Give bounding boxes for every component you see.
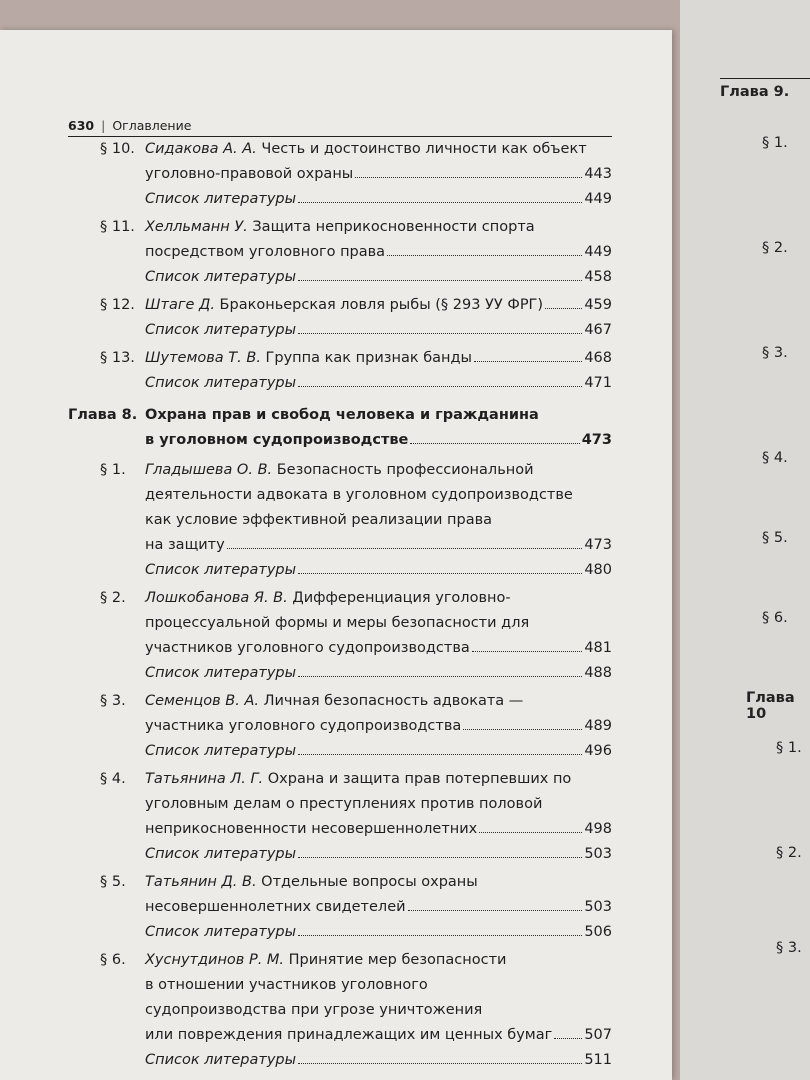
- bibliography-label: Список литературы: [145, 322, 297, 338]
- entry-title-line: [145, 162, 612, 187]
- right-section-number: § 1.: [776, 740, 802, 756]
- leader-dots: [479, 832, 582, 833]
- right-section-number: § 1.: [762, 135, 788, 151]
- entry-title-line: [145, 483, 612, 508]
- entry-author: Шутемова Т. В.: [145, 350, 261, 366]
- entry-title-line: [145, 240, 612, 265]
- header-title: Оглавление: [112, 118, 192, 133]
- entry-page: 498: [584, 821, 612, 837]
- section-number: § 6.: [100, 952, 126, 968]
- section-number: § 2.: [100, 590, 126, 606]
- entry-title-line: [145, 948, 612, 973]
- leader-dots: [298, 202, 582, 203]
- leader-dots: [298, 573, 582, 574]
- right-section-number: § 3.: [762, 345, 788, 361]
- bibliography-line: [145, 371, 612, 396]
- entry-title-text: Безопасность профессиональной: [276, 462, 534, 478]
- right-section-number: § 3.: [776, 940, 802, 956]
- entry-title-text: уголовным делам о преступлениях против половой: [145, 796, 543, 812]
- entry-title-line: [145, 767, 612, 792]
- leader-dots: [298, 857, 582, 858]
- leader-dots: [298, 1063, 582, 1064]
- entry-author: Татьянина Л. Г.: [145, 771, 264, 787]
- toc-entry: [145, 689, 612, 764]
- right-chapter-9-label: Глава 9.: [720, 84, 790, 100]
- bibliography-line: [145, 187, 612, 212]
- toc-page-right: [680, 0, 810, 1080]
- entry-title-text: несовершеннолетних свидетелей: [145, 899, 406, 915]
- entry-page: 507: [584, 1027, 612, 1043]
- leader-dots: [298, 754, 582, 755]
- entry-title-text: Дифференциация уголовно-: [292, 590, 511, 606]
- leader-dots: [298, 280, 582, 281]
- section-number: § 13.: [100, 350, 135, 366]
- entry-title-line: [145, 346, 612, 371]
- right-section-number: § 2.: [776, 845, 802, 861]
- chapter-title-line: [145, 428, 612, 453]
- running-header: [68, 118, 612, 137]
- section-number: § 3.: [100, 693, 126, 709]
- chapter-page: 473: [581, 432, 612, 448]
- bibliography-line: [145, 265, 612, 290]
- bibliography-line: [145, 1048, 612, 1073]
- entry-title-text: Группа как признак банды: [265, 350, 472, 366]
- entry-author: Семенцов В. А.: [145, 693, 259, 709]
- entry-title-line: [145, 689, 612, 714]
- leader-dots: [408, 910, 583, 911]
- entry-title-line: [145, 714, 612, 739]
- leader-dots: [298, 386, 582, 387]
- leader-dots: [227, 548, 583, 549]
- right-section-number: § 5.: [762, 530, 788, 546]
- entry-title-line: [145, 895, 612, 920]
- leader-dots: [472, 651, 583, 652]
- bibliography-page: 488: [584, 665, 612, 681]
- right-chapter-10-label: Глава 10: [746, 690, 795, 722]
- toc-entry: [145, 586, 612, 686]
- entry-title-line: [145, 998, 612, 1023]
- right-page-header-rule: [720, 78, 810, 79]
- bibliography-page: 506: [584, 924, 612, 940]
- bibliography-label: Список литературы: [145, 562, 297, 578]
- bibliography-line: [145, 558, 612, 583]
- bibliography-page: 467: [584, 322, 612, 338]
- bibliography-label: Список литературы: [145, 924, 297, 940]
- bibliography-label: Список литературы: [145, 375, 297, 391]
- toc-entry: [145, 346, 612, 396]
- toc-entry: [145, 870, 612, 945]
- bibliography-page: 458: [584, 269, 612, 285]
- entry-title-line: [145, 458, 612, 483]
- header-separator: |: [101, 118, 106, 133]
- toc-entry: [145, 293, 612, 343]
- entry-title-text: процессуальной формы и меры безопасности для: [145, 615, 530, 631]
- entry-title-line: [145, 611, 612, 636]
- leader-dots: [355, 177, 582, 178]
- toc-entry: [145, 137, 612, 212]
- entry-title-text: Охрана и защита прав потерпевших по: [267, 771, 572, 787]
- entry-title-line: [145, 137, 612, 162]
- entry-title-text: Личная безопасность адвоката —: [263, 693, 524, 709]
- right-section-number: § 6.: [762, 610, 788, 626]
- entry-title-text: участников уголовного судопроизводства: [145, 640, 470, 656]
- bibliography-label: Список литературы: [145, 743, 297, 759]
- right-section-number: § 2.: [762, 240, 788, 256]
- entry-title-text: или повреждения принадлежащих им ценных бумаг: [145, 1027, 553, 1043]
- chapter-label: Глава 8.: [68, 407, 138, 423]
- leader-dots: [410, 443, 579, 444]
- bibliography-page: 449: [584, 191, 612, 207]
- entry-author: Хуснутдинов Р. М.: [145, 952, 285, 968]
- bibliography-line: [145, 661, 612, 686]
- entry-title-text: участника уголовного судопроизводства: [145, 718, 462, 734]
- bibliography-page: 511: [584, 1052, 612, 1068]
- section-number: § 10.: [100, 141, 135, 157]
- entry-title-line: [145, 973, 612, 998]
- entry-title-text: Браконьерская ловля рыбы (§ 293 УУ ФРГ): [219, 297, 544, 313]
- chapter-title-text: в уголовном судопроизводстве: [145, 432, 409, 448]
- bibliography-label: Список литературы: [145, 1052, 297, 1068]
- entry-title-text: на защиту: [145, 537, 225, 553]
- leader-dots: [298, 676, 582, 677]
- bibliography-label: Список литературы: [145, 846, 297, 862]
- entry-author: Лошкобанова Я. В.: [145, 590, 288, 606]
- entry-title-text: в отношении участников уголовного: [145, 977, 428, 993]
- entry-title-line: [145, 792, 612, 817]
- entry-title-line: [145, 636, 612, 661]
- section-number: § 4.: [100, 771, 126, 787]
- bibliography-line: [145, 842, 612, 867]
- bibliography-page: 503: [584, 846, 612, 862]
- entry-title-line: [145, 586, 612, 611]
- leader-dots: [554, 1038, 582, 1039]
- entry-author: Сидакова А. А.: [145, 141, 257, 157]
- entry-title-line: [145, 870, 612, 895]
- leader-dots: [545, 308, 582, 309]
- bibliography-label: Список литературы: [145, 269, 297, 285]
- bibliography-line: [145, 920, 612, 945]
- entry-title-line: [145, 1023, 612, 1048]
- page-number: 630: [68, 118, 95, 133]
- entry-page: 503: [584, 899, 612, 915]
- entry-title-line: [145, 533, 612, 558]
- bibliography-line: [145, 739, 612, 764]
- entry-page: 468: [584, 350, 612, 366]
- chapter-heading: [145, 403, 612, 453]
- bibliography-page: 471: [584, 375, 612, 391]
- entry-title-text: Честь и достоинство личности как объект: [261, 141, 587, 157]
- toc-entry: [145, 948, 612, 1073]
- entry-author: Хелльманн У.: [145, 219, 248, 235]
- entry-title-line: [145, 508, 612, 533]
- entry-author: Гладышева О. В.: [145, 462, 273, 478]
- bibliography-label: Список литературы: [145, 191, 297, 207]
- leader-dots: [298, 935, 582, 936]
- bibliography-line: [145, 318, 612, 343]
- entry-page: 489: [584, 718, 612, 734]
- section-number: § 12.: [100, 297, 135, 313]
- section-number: § 1.: [100, 462, 126, 478]
- entry-title-text: уголовно-правовой охраны: [145, 166, 354, 182]
- toc-page-left: [0, 30, 672, 1080]
- bibliography-page: 496: [584, 743, 612, 759]
- entry-title-text: неприкосновенности несовершеннолетних: [145, 821, 478, 837]
- leader-dots: [298, 333, 582, 334]
- leader-dots: [463, 729, 582, 730]
- leader-dots: [474, 361, 582, 362]
- entry-page: 449: [584, 244, 612, 260]
- section-number: § 11.: [100, 219, 135, 235]
- chapter-title-text: Охрана прав и свобод человека и гражданина: [145, 407, 539, 423]
- toc-entry: [145, 458, 612, 583]
- leader-dots: [387, 255, 582, 256]
- entry-title-text: посредством уголовного права: [145, 244, 386, 260]
- entry-title-line: [145, 215, 612, 240]
- entry-title-line: [145, 293, 612, 318]
- entry-title-text: Отдельные вопросы охраны: [261, 874, 478, 890]
- right-section-number: § 4.: [762, 450, 788, 466]
- bibliography-label: Список литературы: [145, 665, 297, 681]
- entry-author: Татьянин Д. В.: [145, 874, 257, 890]
- toc-entry: [145, 215, 612, 290]
- entry-page: 459: [584, 297, 612, 313]
- section-number: § 5.: [100, 874, 126, 890]
- entry-title-line: [145, 817, 612, 842]
- chapter-title-line: [145, 403, 612, 428]
- entry-title-text: судопроизводства при угрозе уничтожения: [145, 1002, 483, 1018]
- entry-title-text: Принятие мер безопасности: [288, 952, 507, 968]
- toc-entry: [145, 767, 612, 867]
- entry-title-text: как условие эффективной реализации права: [145, 512, 493, 528]
- bibliography-page: 480: [584, 562, 612, 578]
- entry-page: 481: [584, 640, 612, 656]
- entry-title-text: Защита неприкосновенности спорта: [252, 219, 535, 235]
- entry-page: 443: [584, 166, 612, 182]
- entry-page: 473: [584, 537, 612, 553]
- entry-title-text: деятельности адвоката в уголовном судопроизводстве: [145, 487, 573, 503]
- entry-author: Штаге Д.: [145, 297, 215, 313]
